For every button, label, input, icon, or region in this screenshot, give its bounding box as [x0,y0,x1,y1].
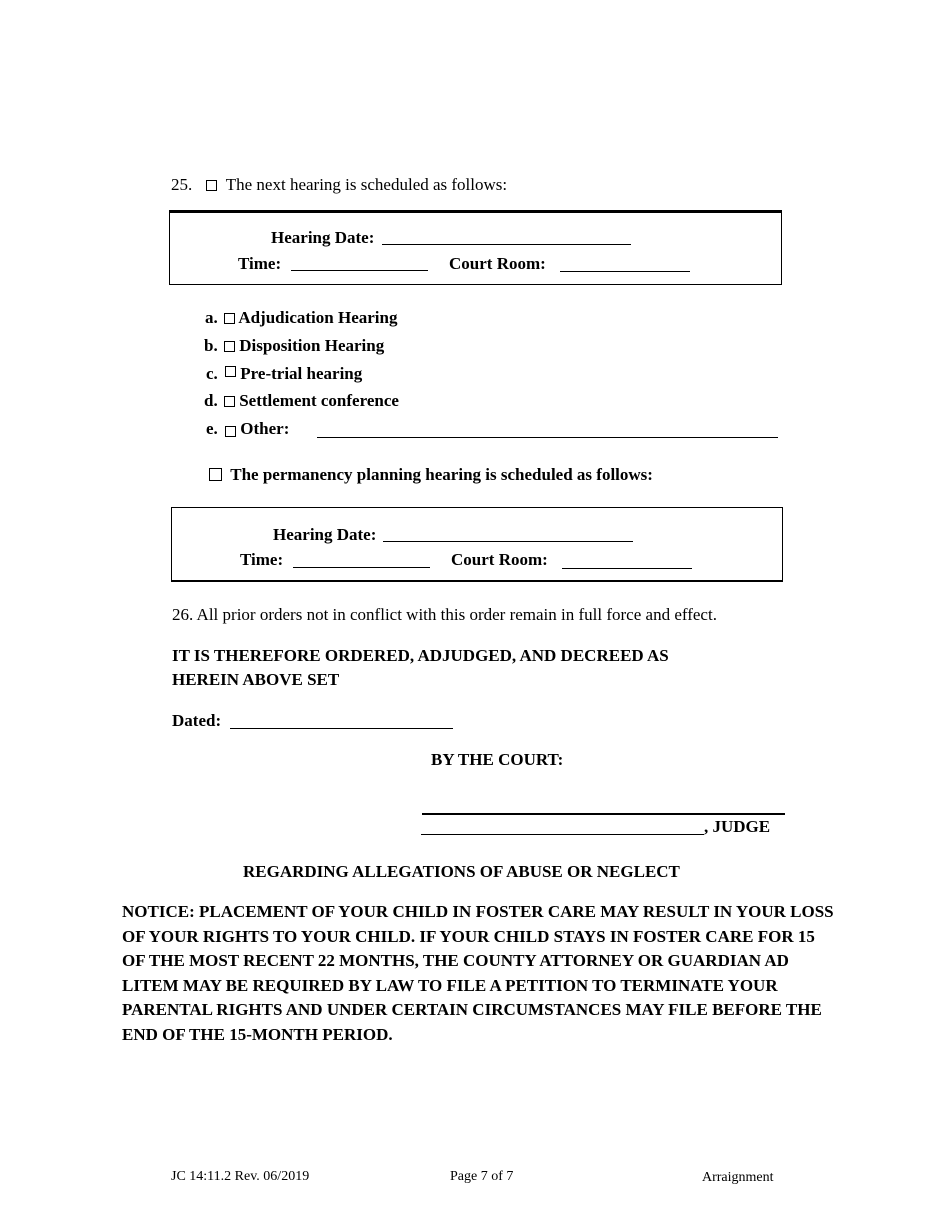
hearing-date-label: Hearing Date: [273,525,377,544]
option-letter: d. [204,391,218,410]
time-field[interactable] [291,270,428,271]
judge-label: , JUDGE [704,817,771,836]
footer-title: Arraignment [702,1170,774,1185]
hearing-date-label: Hearing Date: [271,228,375,247]
order-line-1: IT IS THEREFORE ORDERED, ADJUDGED, AND DECREED AS [172,646,669,665]
option-letter: e. [206,419,218,438]
option-letter: b. [204,336,218,355]
option-a [205,308,397,328]
permanency-text: The permanency planning hearing is scheduled as follows: [230,465,653,484]
permanency-line [209,465,653,485]
footer-form-id: JC 14:11.2 Rev. 06/2019 [171,1169,310,1184]
item-text: The next hearing is scheduled as follows: [225,175,508,194]
permanency-hearing-box [171,507,783,582]
disposition-checkbox[interactable] [224,341,235,352]
item-25-heading [171,175,507,195]
option-b [204,336,384,356]
option-letter: c. [206,364,218,383]
adjudication-checkbox[interactable] [224,313,235,324]
other-field[interactable] [317,437,778,438]
item-number: 25. [171,175,193,194]
option-c [206,364,362,384]
hearing-date-field[interactable] [382,244,631,245]
settlement-checkbox[interactable] [224,396,235,407]
judge-name-field[interactable] [421,834,704,835]
option-label: Other: [240,419,290,438]
time-label: Time: [240,550,284,569]
next-hearing-checkbox[interactable] [206,180,217,191]
permanency-checkbox[interactable] [209,468,222,481]
option-e [206,419,289,439]
court-room-field[interactable] [560,271,690,272]
court-room-label: Court Room: [451,550,548,569]
signature-line[interactable] [422,813,785,815]
time-label: Time: [238,254,282,273]
notice-body: NOTICE: PLACEMENT OF YOUR CHILD IN FOSTER CARE MAY RESULT IN YOUR LOSS OF YOUR RIGHTS TO YOUR CHILD. IF YOUR CHILD STAYS IN FOSTER CARE FOR 15 OF THE MOST RECENT 22 MONTHS, THE COUNTY ATTORNEY OR GUARDIAN AD LITEM MAY BE REQUIRED BY LAW TO FILE A PETITION TO TERMINATE YOUR PARENTAL RIGHTS AND UNDER CERTAIN CIRCUMSTANCES MAY FILE BEFORE THE END OF THE 15-MONTH PERIOD. [122,902,834,1044]
item-26-text: 26. All prior orders not in conflict with this order remain in full force and effect. [172,605,717,624]
by-the-court: BY THE COURT: [431,750,564,769]
permanency-hearing-date-field[interactable] [383,541,633,542]
option-d [204,391,399,411]
permanency-time-field[interactable] [293,567,430,568]
option-label: Adjudication Hearing [238,308,398,327]
permanency-court-room-field[interactable] [562,568,692,569]
option-label: Disposition Hearing [239,336,385,355]
option-label: Pre-trial hearing [240,364,363,383]
court-room-label: Court Room: [449,254,546,273]
dated-label: Dated: [172,711,222,730]
option-label: Settlement conference [239,391,399,410]
pretrial-checkbox[interactable] [225,366,236,377]
order-line-2: HEREIN ABOVE SET [172,670,340,689]
dated-field[interactable] [230,728,453,729]
notice-heading: REGARDING ALLEGATIONS OF ABUSE OR NEGLECT [243,862,680,881]
other-checkbox[interactable] [225,426,236,437]
footer-page-number: Page 7 of 7 [450,1169,514,1184]
option-letter: a. [205,308,218,327]
